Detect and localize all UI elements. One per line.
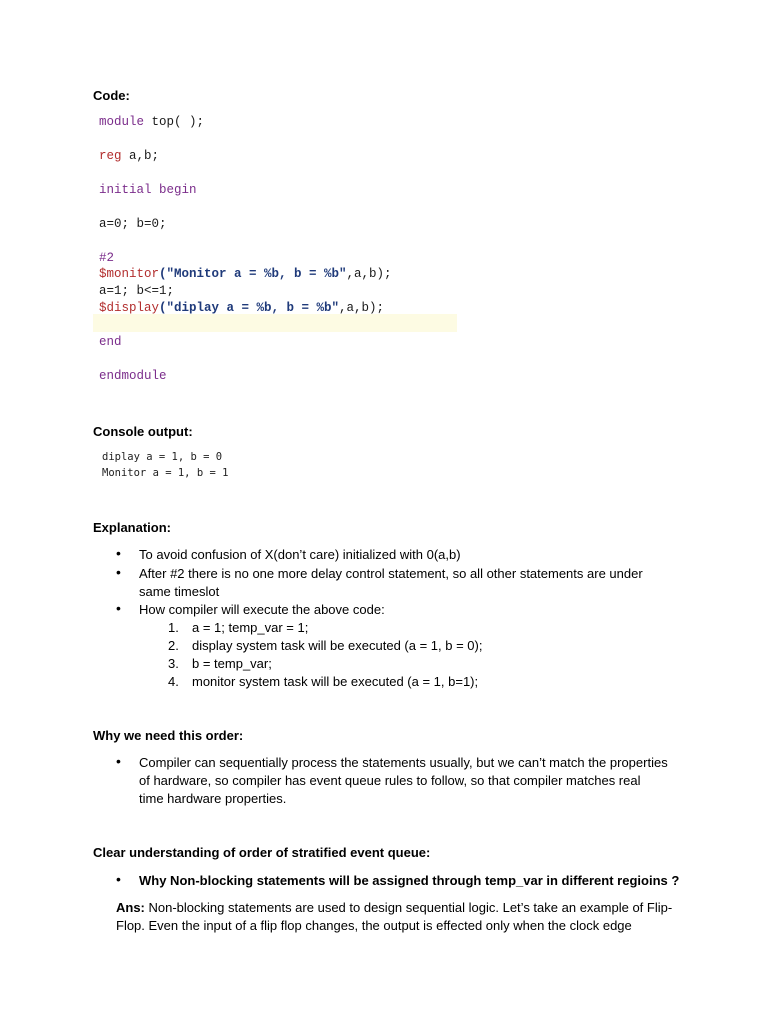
step-number: 4.	[168, 674, 179, 689]
code-text: top( );	[144, 115, 205, 129]
bullet-icon: •	[116, 753, 121, 769]
answer-label: Ans:	[116, 900, 145, 915]
code-line-module	[99, 115, 204, 129]
step-text: a = 1; temp_var = 1;	[192, 620, 309, 635]
order-line-2: of hardware, so compiler has event queue rules to follow, so that compiler matches real	[139, 773, 641, 788]
step-number: 3.	[168, 656, 179, 671]
console-line: diplay a = 1, b = 0	[102, 451, 223, 463]
question-text: Why Non-blocking statements will be assigned through temp_var in different regioins ?	[139, 873, 680, 888]
code-text: ,a,b);	[339, 301, 385, 315]
bullet-icon: •	[116, 600, 121, 616]
step-text: b = temp_var;	[192, 656, 272, 671]
explanation-heading: Explanation:	[93, 520, 172, 535]
answer-text: Non-blocking statements are used to design sequential logic. Let’s take an example of Flip-	[144, 900, 673, 915]
code-keyword: reg	[99, 149, 122, 163]
bullet-icon: •	[116, 545, 121, 561]
step-text: monitor system task will be executed (a = 1, b=1);	[192, 674, 479, 689]
code-text: ,a,b);	[346, 267, 392, 281]
order-line-1: Compiler can sequentially process the statements usually, but we can’t match the properties	[139, 755, 668, 770]
queue-heading: Clear understanding of order of stratified event queue:	[93, 845, 431, 860]
answer-line-2: Flop. Even the input of a flip flop changes, the output is effected only when the clock edge	[116, 918, 632, 933]
code-line-highlight	[93, 314, 457, 332]
code-string: ("diplay a = %b, b = %b"	[159, 301, 340, 315]
bullet-icon: •	[116, 871, 121, 887]
code-string: ("Monitor a = %b, b = %b"	[159, 267, 347, 281]
code-system-task: $monitor	[99, 267, 160, 281]
code-line-display	[99, 301, 384, 315]
order-line-3: time hardware properties.	[139, 791, 287, 806]
code-line-assign: a=1; b<=1;	[99, 284, 175, 298]
code-line-initial: initial begin	[99, 183, 197, 197]
explanation-bullet-2-line-1: After #2 there is no one more delay control statement, so all other statements are under	[139, 566, 643, 581]
console-heading: Console output:	[93, 424, 193, 439]
code-line-end: end	[99, 335, 122, 349]
step-number: 2.	[168, 638, 179, 653]
code-line-delay: #2	[99, 251, 115, 265]
explanation-bullet-1: To avoid confusion of X(don’t care) initialized with 0(a,b)	[139, 547, 461, 562]
code-keyword: module	[99, 115, 145, 129]
code-line-init-values: a=0; b=0;	[99, 217, 167, 231]
order-heading: Why we need this order:	[93, 728, 244, 743]
console-line: Monitor a = 1, b = 1	[102, 467, 229, 479]
code-line-endmodule: endmodule	[99, 369, 167, 383]
explanation-bullet-2-line-2: same timeslot	[139, 584, 220, 599]
code-text: a,b;	[121, 149, 160, 163]
code-line-monitor	[99, 267, 392, 281]
code-system-task: $display	[99, 301, 160, 315]
bullet-icon: •	[116, 564, 121, 580]
explanation-bullet-3: How compiler will execute the above code:	[139, 602, 385, 617]
step-text: display system task will be executed (a = 1, b = 0);	[192, 638, 483, 653]
step-number: 1.	[168, 620, 179, 635]
code-heading: Code:	[93, 88, 130, 103]
code-line-reg	[99, 149, 159, 163]
answer-line-1	[116, 900, 672, 915]
